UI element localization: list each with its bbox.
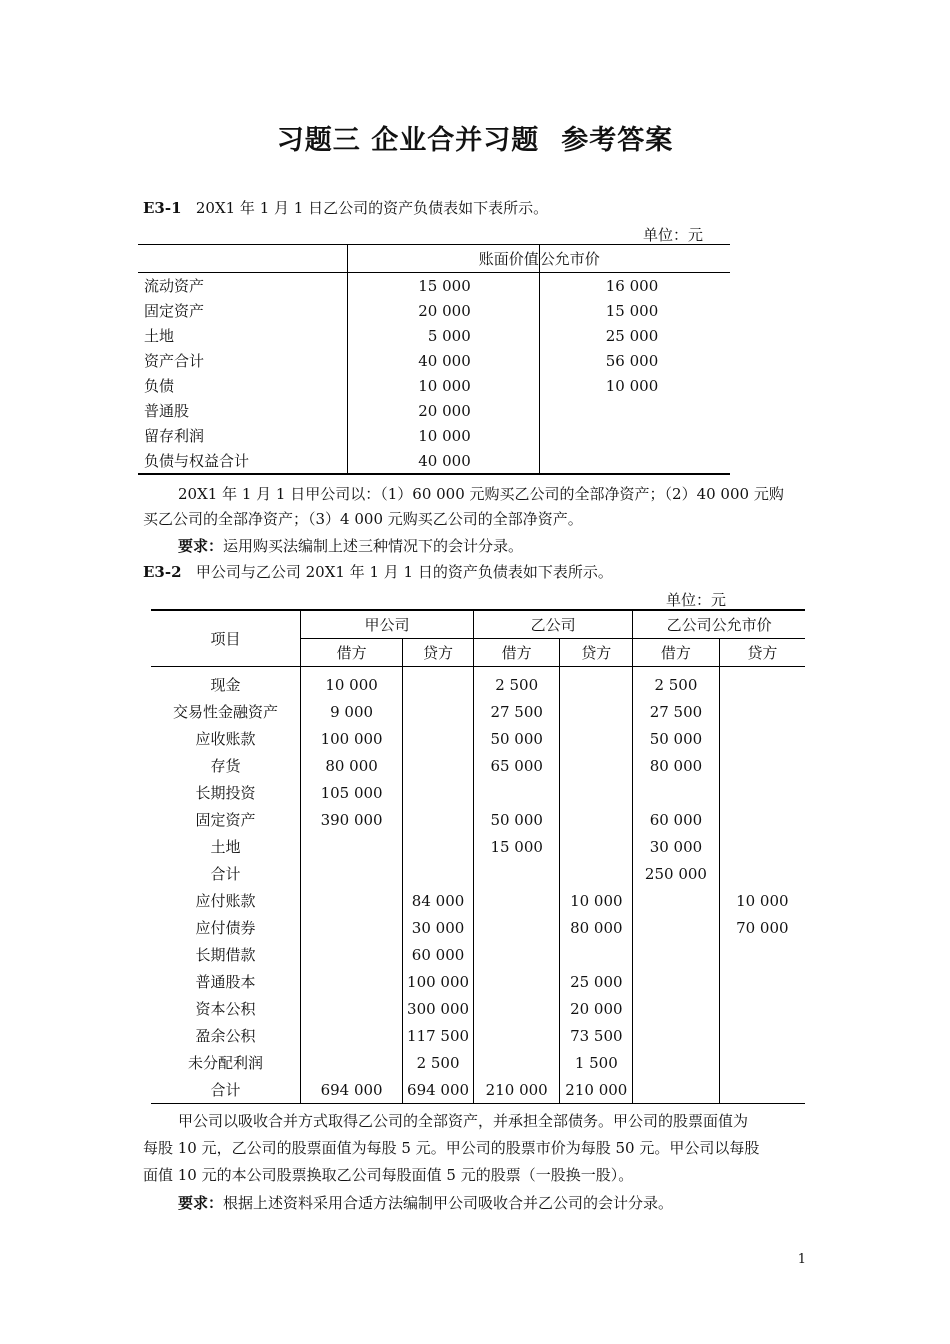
table-cell: 10 000 <box>347 373 539 398</box>
e31-req-label: 要求： <box>178 537 224 555</box>
table-cell: 390 000 <box>301 806 403 833</box>
table-cell <box>560 941 633 968</box>
table-cell <box>719 1022 805 1049</box>
table-row <box>151 725 805 752</box>
e32-paragraph-1: 甲公司以吸收合并方式取得乙公司的全部资产，并承担全部债务。甲公司的股票面值为 <box>178 1112 749 1130</box>
table-cell: 300 000 <box>403 995 474 1022</box>
title-main: 习题三 企业合并习题 <box>276 125 540 156</box>
table-cell <box>301 968 403 995</box>
table-cell <box>633 1076 719 1104</box>
table-cell: 60 000 <box>403 941 474 968</box>
table-cell: 20 000 <box>347 298 539 323</box>
e31-balance-table <box>138 244 730 475</box>
table-cell <box>719 1049 805 1076</box>
row-label: 应付债券 <box>195 919 256 937</box>
e32-requirement <box>178 1192 673 1214</box>
table-cell <box>473 968 559 995</box>
e32-group-yi-fair: 乙公司公允市价 <box>633 610 805 639</box>
table-cell <box>403 725 474 752</box>
table-cell <box>473 995 559 1022</box>
table-cell <box>301 1022 403 1049</box>
table-cell: 10 000 <box>301 667 403 699</box>
table-row <box>138 423 730 448</box>
e32-intro: 甲公司与乙公司 20X1 年 1 月 1 日的资产负债表如下表所示。 <box>195 563 613 581</box>
table-cell: 60 000 <box>633 806 719 833</box>
e32-group-yi: 乙公司 <box>473 610 632 639</box>
table-cell: 40 000 <box>347 448 539 474</box>
e32-header-item: 项目 <box>151 610 301 667</box>
table-cell <box>403 752 474 779</box>
table-cell <box>301 833 403 860</box>
row-label: 普通股本 <box>195 973 256 991</box>
table-cell <box>719 995 805 1022</box>
table-cell <box>560 779 633 806</box>
e31-intro-line <box>143 197 548 219</box>
table-cell: 15 000 <box>347 273 539 299</box>
table-row <box>151 968 805 995</box>
table-row <box>151 1049 805 1076</box>
table-cell: 80 000 <box>301 752 403 779</box>
e32-paragraph-3: 面值 10 元的本公司股票换取乙公司每股面值 5 元的股票（一股换一股）。 <box>143 1166 634 1184</box>
table-cell: 80 000 <box>633 752 719 779</box>
table-row <box>138 373 730 398</box>
table-row <box>151 914 805 941</box>
e31-requirement <box>178 535 523 557</box>
row-label: 固定资产 <box>195 811 256 829</box>
table-cell <box>560 860 633 887</box>
row-label: 负债与权益合计 <box>144 452 250 470</box>
table-cell: 210 000 <box>473 1076 559 1104</box>
table-cell: 105 000 <box>301 779 403 806</box>
table-cell <box>633 887 719 914</box>
row-label: 现金 <box>210 676 241 694</box>
table-cell <box>403 833 474 860</box>
e31-header-book: 账面价值 <box>347 245 539 273</box>
row-label: 留存利润 <box>144 427 205 445</box>
e31-req-text: 运用购买法编制上述三种情况下的会计分录。 <box>223 537 524 555</box>
table-cell <box>633 1022 719 1049</box>
table-cell <box>473 779 559 806</box>
row-label: 土地 <box>210 838 241 856</box>
table-cell <box>403 806 474 833</box>
title-answer: 参考答案 <box>561 125 674 156</box>
table-cell: 56 000 <box>539 348 730 373</box>
row-label: 资本公积 <box>195 1000 256 1018</box>
row-label: 长期投资 <box>195 784 256 802</box>
row-label: 长期借款 <box>195 946 256 964</box>
row-label: 流动资产 <box>144 277 205 295</box>
row-label: 负债 <box>144 377 175 395</box>
row-label: 土地 <box>144 327 175 345</box>
e32-group-jia: 甲公司 <box>301 610 474 639</box>
row-label: 存货 <box>210 757 241 775</box>
table-row <box>138 273 730 299</box>
table-cell: 15 000 <box>473 833 559 860</box>
table-cell <box>560 725 633 752</box>
table-cell <box>560 667 633 699</box>
table-cell <box>539 423 730 448</box>
e32-balance-table <box>151 609 805 1104</box>
table-cell: 20 000 <box>347 398 539 423</box>
e31-intro: 20X1 年 1 月 1 日乙公司的资产负债表如下表所示。 <box>195 199 549 217</box>
table-cell <box>719 667 805 699</box>
table-row <box>138 448 730 474</box>
table-cell <box>301 1049 403 1076</box>
row-label: 应收账款 <box>195 730 256 748</box>
row-label: 未分配利润 <box>188 1054 264 1072</box>
table-row <box>151 995 805 1022</box>
table-cell: 10 000 <box>560 887 633 914</box>
table-cell <box>560 698 633 725</box>
table-cell <box>719 941 805 968</box>
e32-sub-debit: 借方 <box>301 639 403 667</box>
table-cell: 25 000 <box>539 323 730 348</box>
row-label: 合计 <box>210 1081 241 1099</box>
table-cell <box>539 448 730 474</box>
table-cell: 30 000 <box>403 914 474 941</box>
table-cell <box>560 806 633 833</box>
table-cell <box>473 941 559 968</box>
table-cell <box>473 1022 559 1049</box>
table-cell <box>473 914 559 941</box>
table-cell: 10 000 <box>347 423 539 448</box>
e32-intro-line <box>143 561 613 583</box>
table-cell <box>301 887 403 914</box>
e31-unit: 单位：元 <box>643 226 704 244</box>
table-row <box>151 833 805 860</box>
table-row <box>151 779 805 806</box>
table-row <box>151 941 805 968</box>
table-cell <box>403 698 474 725</box>
table-cell <box>633 995 719 1022</box>
table-row <box>151 667 805 699</box>
table-cell: 10 000 <box>719 887 805 914</box>
table-cell <box>560 833 633 860</box>
e32-unit: 单位：元 <box>666 591 727 609</box>
table-row <box>138 348 730 373</box>
table-row <box>151 887 805 914</box>
table-cell: 73 500 <box>560 1022 633 1049</box>
table-cell <box>403 860 474 887</box>
row-label: 普通股 <box>144 402 190 420</box>
table-cell <box>719 1076 805 1104</box>
e32-req-text: 根据上述资料采用合适方法编制甲公司吸收合并乙公司的会计分录。 <box>223 1194 674 1212</box>
row-label: 交易性金融资产 <box>173 703 279 721</box>
table-cell <box>719 752 805 779</box>
table-cell <box>403 667 474 699</box>
table-cell <box>719 860 805 887</box>
table-cell <box>633 914 719 941</box>
table-cell: 50 000 <box>633 725 719 752</box>
table-cell: 50 000 <box>473 806 559 833</box>
table-cell <box>539 398 730 423</box>
table-row <box>138 398 730 423</box>
table-cell <box>719 806 805 833</box>
table-cell <box>633 779 719 806</box>
table-cell: 100 000 <box>301 725 403 752</box>
table-cell: 5 000 <box>347 323 539 348</box>
table-row <box>151 806 805 833</box>
table-cell: 2 500 <box>403 1049 474 1076</box>
e31-paragraph-1: 20X1 年 1 月 1 日甲公司以：（1）60 000 元购买乙公司的全部净资产；（2）40 000 元购 <box>178 485 784 503</box>
e31-paragraph-2: 买乙公司的全部净资产；（3）4 000 元购买乙公司的全部净资产。 <box>143 510 583 528</box>
table-cell: 27 500 <box>473 698 559 725</box>
e32-sub-credit: 贷方 <box>403 639 474 667</box>
table-cell: 2 500 <box>633 667 719 699</box>
row-label: 盈余公积 <box>195 1027 256 1045</box>
table-cell <box>473 1049 559 1076</box>
e32-sub-credit: 贷方 <box>560 639 633 667</box>
table-cell: 2 500 <box>473 667 559 699</box>
page-number: 1 <box>797 1252 806 1267</box>
table-cell: 84 000 <box>403 887 474 914</box>
table-cell <box>719 725 805 752</box>
table-cell: 1 500 <box>560 1049 633 1076</box>
table-cell: 25 000 <box>560 968 633 995</box>
table-cell: 16 000 <box>539 273 730 299</box>
table-cell: 210 000 <box>560 1076 633 1104</box>
table-cell <box>719 968 805 995</box>
table-cell: 100 000 <box>403 968 474 995</box>
table-cell: 10 000 <box>539 373 730 398</box>
table-cell: 117 500 <box>403 1022 474 1049</box>
table-cell <box>403 779 474 806</box>
e32-label: E3-2 <box>143 563 182 581</box>
table-cell: 250 000 <box>633 860 719 887</box>
table-cell <box>719 698 805 725</box>
e31-label: E3-1 <box>143 199 182 217</box>
table-cell: 694 000 <box>301 1076 403 1104</box>
table-row <box>151 1022 805 1049</box>
table-cell <box>560 752 633 779</box>
table-cell <box>633 941 719 968</box>
row-label: 资产合计 <box>144 352 205 370</box>
table-cell: 80 000 <box>560 914 633 941</box>
table-cell <box>301 941 403 968</box>
e32-sub-debit: 借方 <box>633 639 719 667</box>
e32-sub-debit: 借方 <box>473 639 559 667</box>
table-cell: 9 000 <box>301 698 403 725</box>
table-cell <box>301 914 403 941</box>
table-cell: 15 000 <box>539 298 730 323</box>
table-row <box>151 752 805 779</box>
table-cell: 50 000 <box>473 725 559 752</box>
table-cell <box>719 833 805 860</box>
table-cell <box>473 860 559 887</box>
table-cell: 30 000 <box>633 833 719 860</box>
e32-paragraph-2: 每股 10 元，乙公司的股票面值为每股 5 元。甲公司的股票市价为每股 50 元。甲公司以每股 <box>143 1139 760 1157</box>
table-cell: 694 000 <box>403 1076 474 1104</box>
table-cell <box>301 860 403 887</box>
table-cell <box>301 995 403 1022</box>
table-row <box>151 1076 805 1104</box>
table-cell: 27 500 <box>633 698 719 725</box>
table-cell <box>719 779 805 806</box>
row-label: 应付账款 <box>195 892 256 910</box>
table-row <box>138 298 730 323</box>
table-cell <box>633 968 719 995</box>
table-cell <box>633 1049 719 1076</box>
table-row <box>151 698 805 725</box>
table-row <box>151 860 805 887</box>
table-cell: 70 000 <box>719 914 805 941</box>
table-cell: 65 000 <box>473 752 559 779</box>
row-label: 合计 <box>210 865 241 883</box>
e32-sub-credit: 贷方 <box>719 639 805 667</box>
e31-header-item <box>138 245 347 273</box>
table-cell: 20 000 <box>560 995 633 1022</box>
e31-header-fair: 公允市价 <box>539 245 730 273</box>
table-cell <box>473 887 559 914</box>
page-title <box>0 118 950 157</box>
e32-req-label: 要求： <box>178 1194 224 1212</box>
table-cell: 40 000 <box>347 348 539 373</box>
table-row <box>138 323 730 348</box>
row-label: 固定资产 <box>144 302 205 320</box>
